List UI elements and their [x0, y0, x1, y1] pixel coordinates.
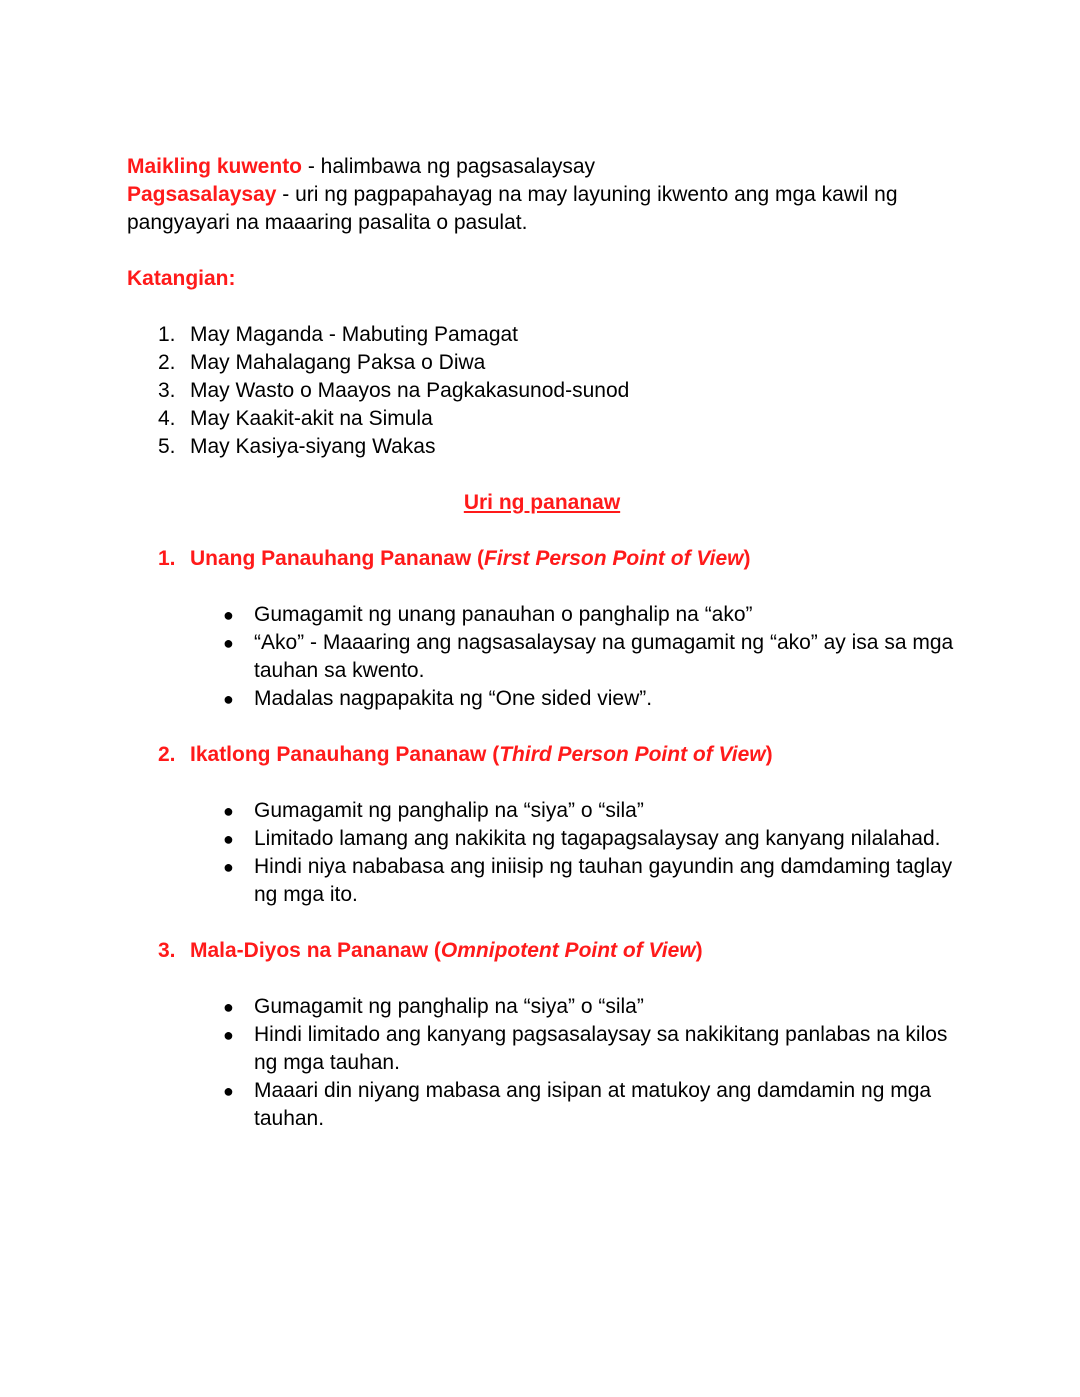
pov-title: Unang Panauhang Pananaw (: [190, 547, 485, 570]
pov-bullets-first-person: [127, 601, 957, 713]
bullet-icon: ●: [223, 1081, 234, 1101]
pov-title-close: ): [743, 547, 751, 570]
list-number: 5.: [158, 435, 176, 458]
list-text: May Kaakit-akit na Simula: [190, 407, 433, 430]
bullet-icon: ●: [223, 801, 234, 821]
bullet-icon: ●: [223, 1025, 234, 1045]
pov-title: Mala-Diyos na Pananaw (: [190, 939, 441, 962]
list-item: [127, 629, 957, 685]
bullet-text: Hindi niya nababasa ang iniisip ng tauhan gayundin ang damdaming taglay ng mga ito.: [254, 855, 953, 906]
pov-title-close: ): [765, 743, 773, 766]
definition-pagsasalaysay: [127, 181, 957, 237]
list-item: [127, 993, 957, 1021]
features-list: [127, 321, 957, 461]
pov-english-title: Omnipotent Point of View: [440, 939, 696, 962]
bullet-text: Hindi limitado ang kanyang pagsasalaysay sa nakikitang panlabas na kilos ng mga tauhan.: [254, 1023, 948, 1074]
pov-bullets-omnipotent: [127, 993, 957, 1133]
pov-title: Ikatlong Panauhang Pananaw (: [190, 743, 500, 766]
bullet-icon: ●: [223, 857, 234, 877]
bullet-text: Madalas nagpapakita ng “One sided view”.: [254, 687, 653, 710]
bullet-icon: ●: [223, 689, 234, 709]
list-item: [127, 825, 957, 853]
list-item: [127, 601, 957, 629]
list-text: May Kasiya-siyang Wakas: [190, 435, 436, 458]
document-page: [127, 153, 957, 1133]
list-number: 2.: [158, 351, 176, 374]
term-maikling-kuwento: Maikling kuwento: [127, 155, 303, 178]
bullet-text: Gumagamit ng unang panauhan o panghalip na “ako”: [254, 603, 753, 626]
pov-english-title: Third Person Point of View: [499, 743, 766, 766]
definition-text: - halimbawa ng pagsasalaysay: [302, 155, 596, 178]
list-item: [127, 321, 957, 349]
list-number: 1.: [158, 323, 176, 346]
list-item: [127, 349, 957, 377]
list-text: May Mahalagang Paksa o Diwa: [190, 351, 486, 374]
list-number: 4.: [158, 407, 176, 430]
definition-text: - uri ng pagpapahayag na may layuning ikwento ang mga kawil ng pangyayari na maaaring pasalita o pasulat.: [127, 183, 898, 234]
bullet-icon: ●: [223, 997, 234, 1017]
bullet-icon: ●: [223, 605, 234, 625]
bullet-text: Limitado lamang ang nakikita ng tagapagsalaysay ang kanyang nilalahad.: [254, 827, 941, 850]
list-text: May Wasto o Maayos na Pagkakasunod-sunod: [190, 379, 630, 402]
list-item: [127, 405, 957, 433]
list-item: [127, 1077, 957, 1133]
pov-number: 1.: [158, 547, 176, 570]
section-title: [127, 489, 957, 517]
list-item: [127, 377, 957, 405]
list-item: [127, 433, 957, 461]
bullet-icon: ●: [223, 633, 234, 653]
pov-heading-third-person: [127, 741, 957, 769]
bullet-text: Gumagamit ng panghalip na “siya” o “sila”: [254, 799, 644, 822]
pov-number: 3.: [158, 939, 176, 962]
pov-number: 2.: [158, 743, 176, 766]
pov-heading-omnipotent: [127, 937, 957, 965]
list-item: [127, 685, 957, 713]
pov-heading-first-person: [127, 545, 957, 573]
bullet-icon: ●: [223, 829, 234, 849]
pov-english-title: First Person Point of View: [484, 547, 744, 570]
features-heading: Katangian:: [127, 267, 236, 290]
pov-bullets-third-person: [127, 797, 957, 909]
bullet-text: “Ako” - Maaaring ang nagsasalaysay na gumagamit ng “ako” ay isa sa mga tauhan sa kwento.: [254, 631, 954, 682]
bullet-text: Gumagamit ng panghalip na “siya” o “sila”: [254, 995, 644, 1018]
term-pagsasalaysay: Pagsasalaysay: [127, 183, 277, 206]
bullet-text: Maaari din niyang mabasa ang isipan at matukoy ang damdamin ng mga tauhan.: [254, 1079, 932, 1130]
list-item: [127, 1021, 957, 1077]
definition-maikling-kuwento: [127, 153, 957, 181]
list-number: 3.: [158, 379, 176, 402]
list-text: May Maganda - Mabuting Pamagat: [190, 323, 519, 346]
section-title-text: Uri ng pananaw: [463, 491, 621, 514]
list-item: [127, 797, 957, 825]
list-item: [127, 853, 957, 909]
pov-title-close: ): [695, 939, 703, 962]
